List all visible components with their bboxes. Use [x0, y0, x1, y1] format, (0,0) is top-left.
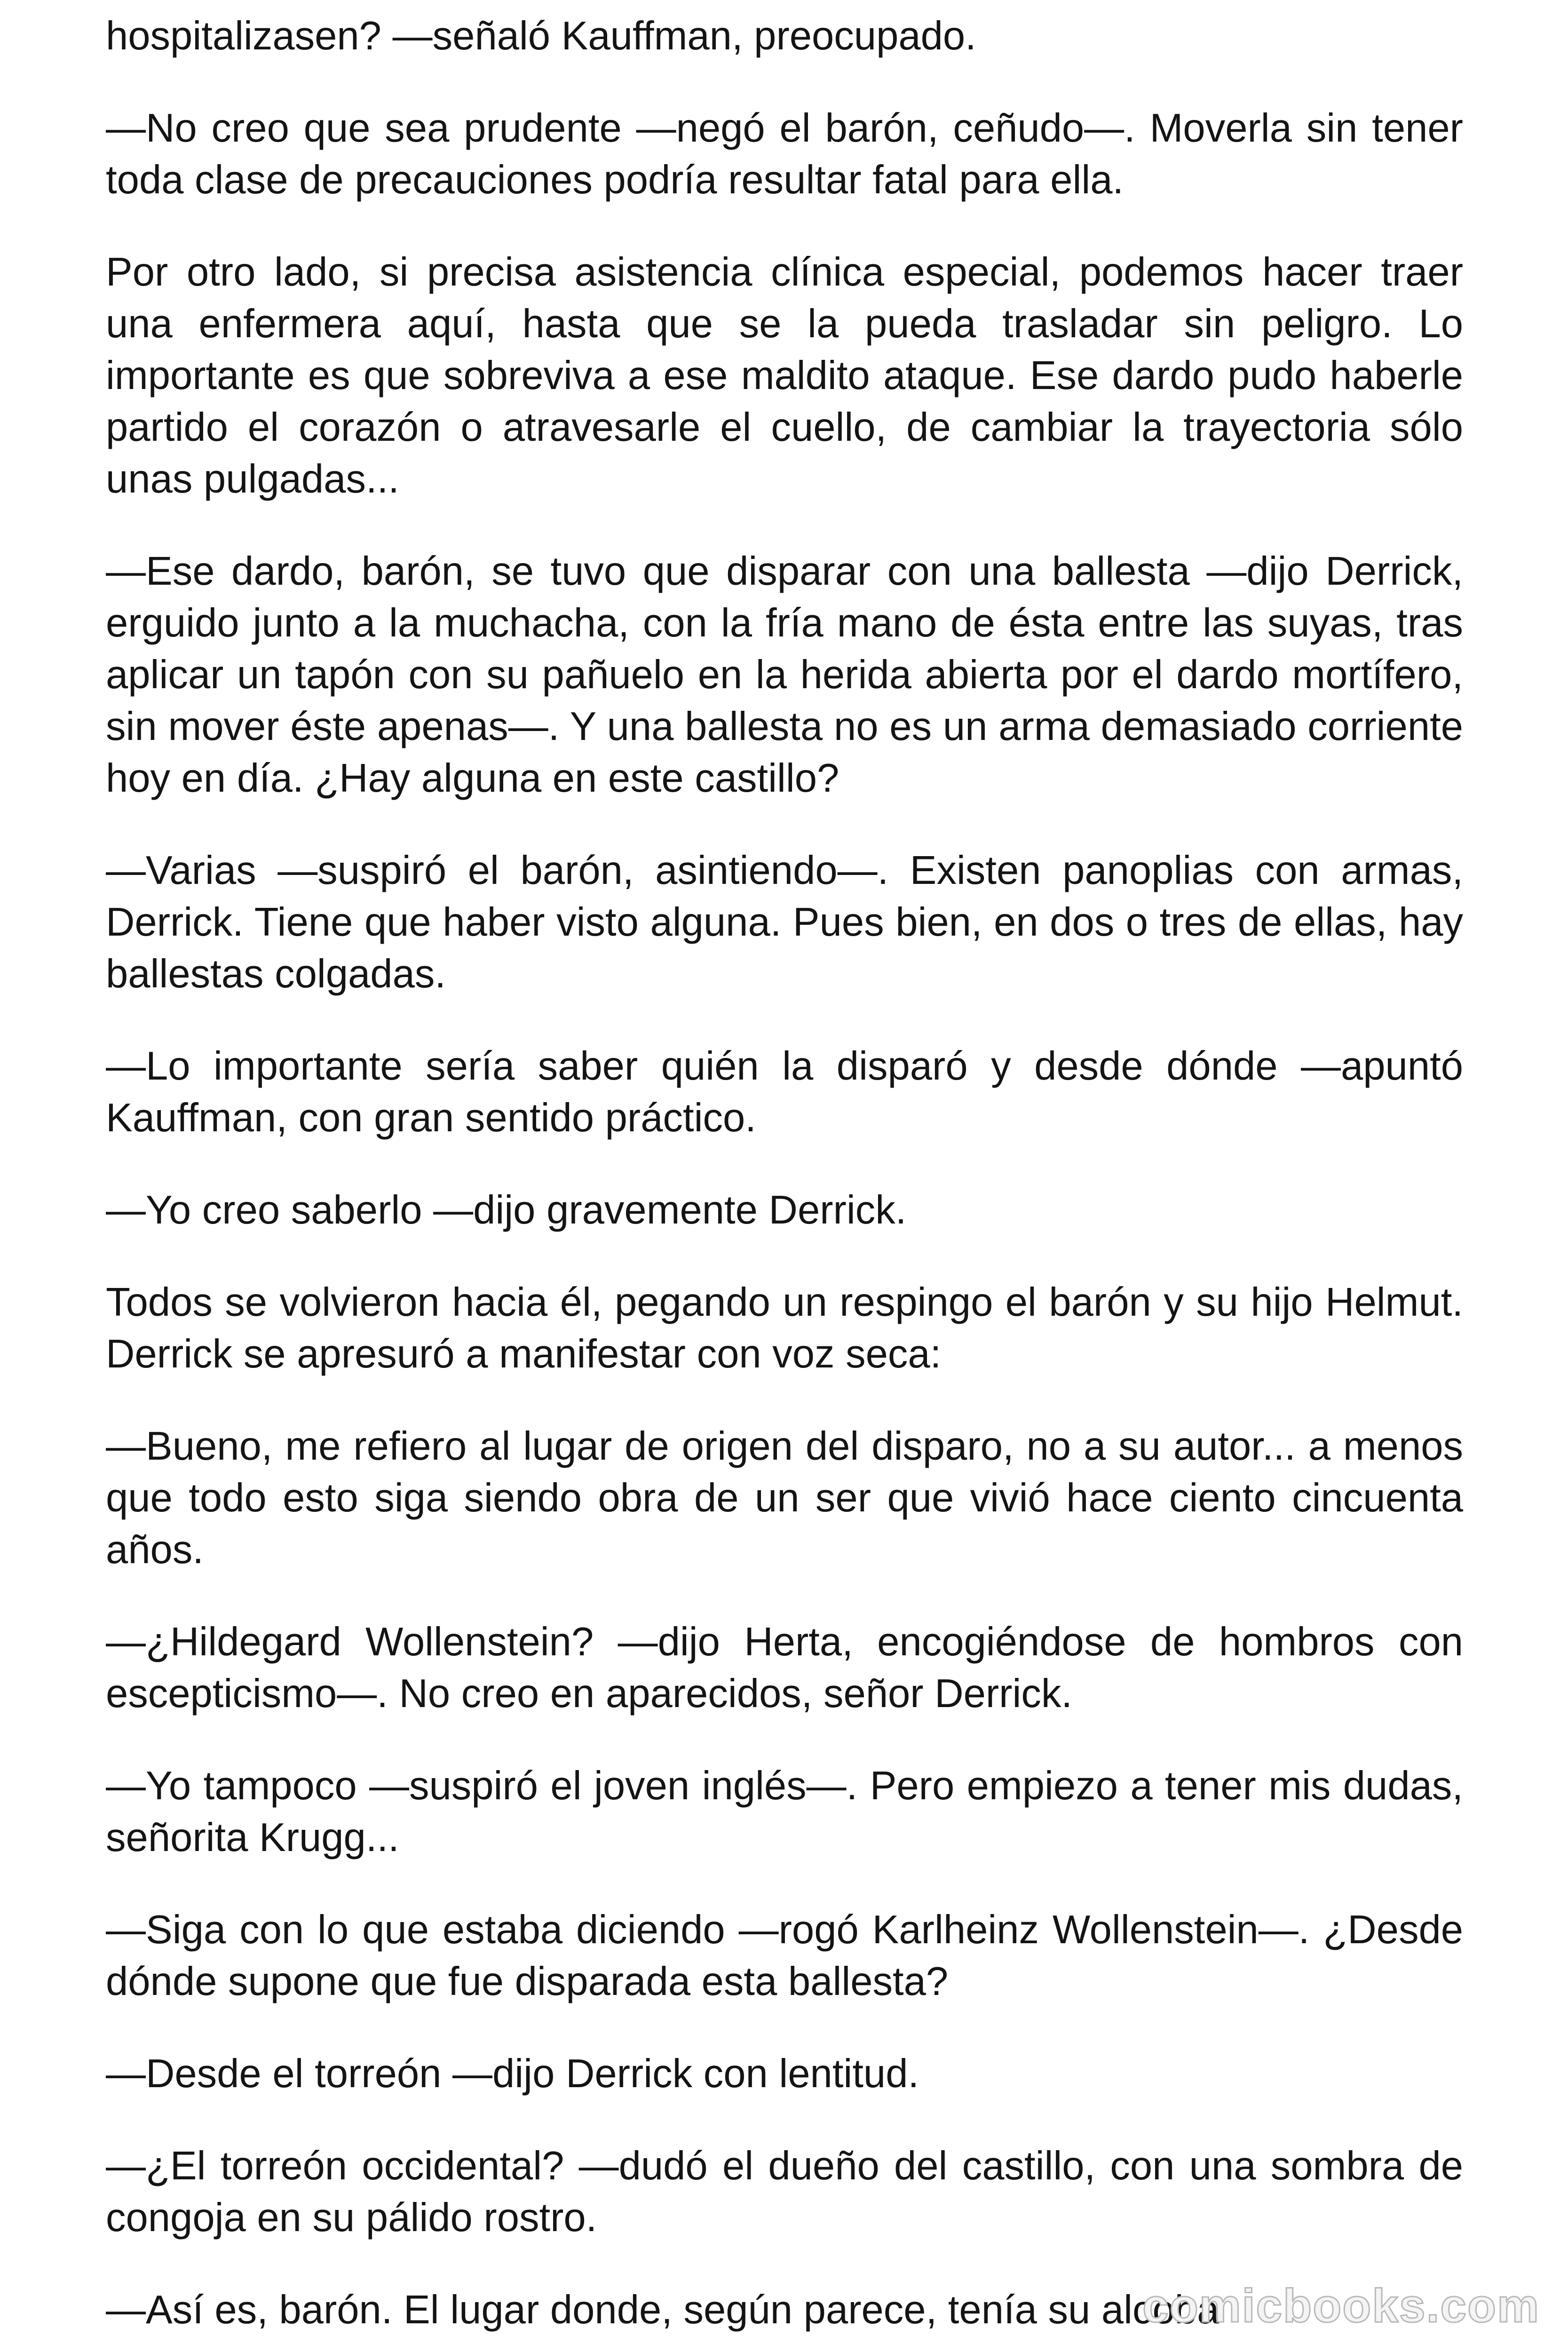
paragraph-3: Por otro lado, si precisa asistencia clínica especial, podemos hacer traer una enfermera aquí, hasta que se la pueda trasladar sin peligro. Lo importante es que sobreviva a ese maldito ataque. Ese dardo pudo haberle partido el corazón o atravesarle el cuello, de cambiar la trayectoria sólo unas pulgadas... [106, 250, 1463, 501]
paragraph-7: —Yo creo saberlo —dijo gravemente Derrick. [106, 1188, 907, 1232]
paragraph-14: —¿El torreón occidental? —dudó el dueño del castillo, con una sombra de congoja en su pálido rostro. [106, 2144, 1463, 2240]
paragraph-8: Todos se volvieron hacia él, pegando un respingo el barón y su hijo Helmut. Derrick se apresuró a manifestar con voz seca: [106, 1280, 1463, 1376]
paragraph-5: —Varias —suspiró el barón, asintiendo—. Existen panoplias con armas, Derrick. Tiene que haber visto alguna. Pues bien, en dos o tres de ellas, hay ballestas colgadas. [106, 848, 1463, 996]
paragraph-6: —Lo importante sería saber quién la disparó y desde dónde —apuntó Kauffman, con gran sentido práctico. [106, 1044, 1463, 1140]
paragraph-10: —¿Hildegard Wollenstein? —dijo Herta, encogiéndose de hombros con escepticismo—. No creo en aparecidos, señor Derrick. [106, 1620, 1463, 1716]
paragraph-12: —Siga con lo que estaba diciendo —rogó Karlheinz Wollenstein—. ¿Desde dónde supone que fue disparada esta ballesta? [106, 1907, 1463, 2004]
watermark: comicbooks.com [1142, 2280, 1540, 2332]
paragraph-11: —Yo tampoco —suspiró el joven inglés—. Pero empiezo a tener mis dudas, señorita Krugg... [106, 1764, 1463, 1860]
paragraph-15: —Así es, barón. El lugar donde, según parece, tenía su alcoba [106, 2288, 1220, 2332]
paragraph-4: —Ese dardo, barón, se tuvo que disparar con una ballesta —dijo Derrick, erguido junto a la muchacha, con la fría mano de ésta entre las suyas, tras aplicar un tapón con su pañuelo en la herida abierta por el dardo mortífero, sin mover éste apenas—. Y una ballesta no es un arma demasiado corriente hoy en día. ¿Hay alguna en este castillo? [106, 549, 1463, 801]
paragraph-1: hospitalizasen? —señaló Kauffman, preocupado. [106, 14, 976, 58]
paragraph-2: —No creo que sea prudente —negó el barón, ceñudo—. Moverla sin tener toda clase de precauciones podría resultar fatal para ella. [106, 106, 1463, 202]
body-text [106, 10, 1463, 2336]
paragraph-9: —Bueno, me refiero al lugar de origen del disparo, no a su autor... a menos que todo esto siga siendo obra de un ser que vivió hace ciento cincuenta años. [106, 1424, 1463, 1572]
paragraph-13: —Desde el torreón —dijo Derrick con lentitud. [106, 2051, 919, 2096]
